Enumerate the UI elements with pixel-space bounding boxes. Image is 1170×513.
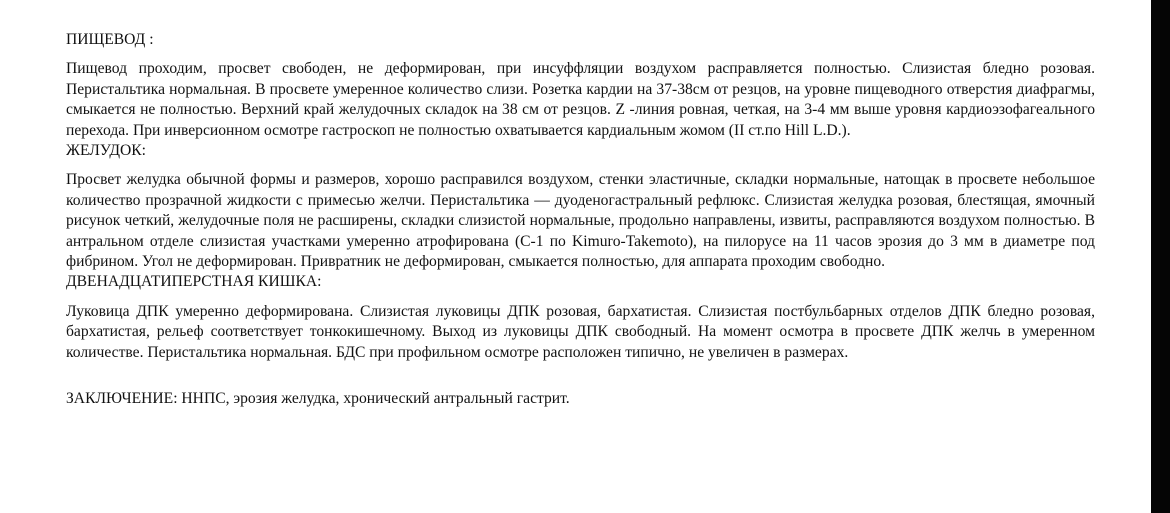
report-body	[66, 30, 1095, 410]
section-heading-stomach: ЖЕЛУДОК:	[66, 142, 146, 160]
section-stomach	[66, 141, 1095, 272]
section-esophagus	[66, 30, 1095, 141]
section-heading-duodenum: ДВЕНАДЦАТИПЕРСТНАЯ КИШКА:	[66, 273, 322, 291]
conclusion: ЗАКЛЮЧЕНИЕ: ННПС, эрозия желудка, хронический антральный гастрит.	[66, 390, 570, 408]
section-heading-esophagus: ПИЩЕВОД :	[66, 31, 154, 48]
section-text-duodenum: Луковица ДПК умеренно деформирована. Слизистая луковицы ДПК розовая, бархатистая. Слизистая постбульбарных отделов ДПК бледно розовая, бархатистая, рельеф соответствует тонкокишечному. Выход из луковицы ДПК свободный. На момент осмотра в просвете ДПК желчь в умеренном количестве. Перистальтика нормальная. БДС при профильном осмотре расположен типично, не увеличен в размерах.	[66, 302, 1095, 361]
section-text-esophagus: Пищевод проходим, просвет свободен, не деформирован, при инсуффляции воздухом расправляется полностью. Слизистая бледно розовая. Перистальтика нормальная. В просвете умеренное количество слизи. Розетка кардии на 37-38см от резцов, на уровне пищеводного отверстия диафрагмы, смыкается не полностью. Верхний край желудочных складок на 38 см от резцов. Z -линия ровная, четкая, на 3-4 мм выше уровня кардиоэзофагеального перехода. При инверсионном осмотре гастроскоп не полностью охватывается кардиальным жомом (II ст.по Hill L.D.).	[66, 60, 1095, 139]
section-duodenum	[66, 272, 1095, 363]
section-text-stomach: Просвет желудка обычной формы и размеров, хорошо расправился воздухом, стенки эластичные, складки нормальные, натощак в просвете небольшое количество прозрачной жидкости с примесью желчи. Перистальтика — дуоденогастральный рефлюкс. Слизистая желудка розовая, блестящая, ямочный рисунок четкий, желудочные поля не расширены, складки слизистой нормальные, продольно направлены, извиты, расправляются воздухом полностью. В антральном отделе слизистая участками умеренно атрофирована (С-1 по Kimuro-Takemoto), на пилорусе на 11 часов эрозия до 3 мм в диаметре под фибрином. Угол не деформирован. Привратник не деформирован, смыкается полностью, для аппарата проходим свободно.	[66, 171, 1095, 271]
window-edge	[1151, 0, 1170, 513]
